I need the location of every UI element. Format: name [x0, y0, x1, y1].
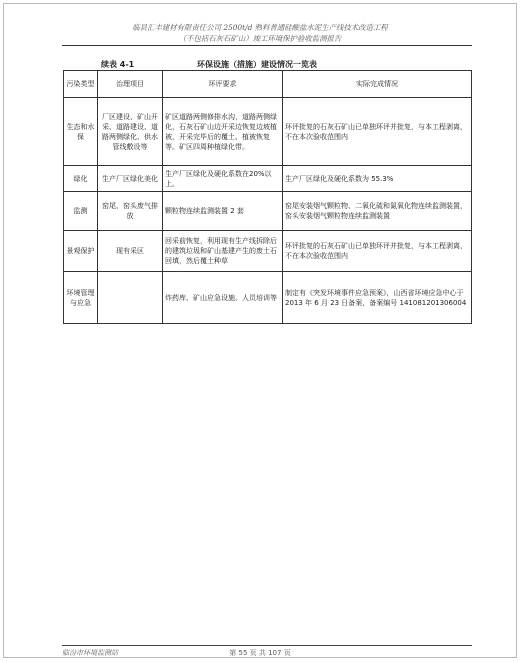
cell-treatment-item: 窑尾、窑头废气排放	[98, 192, 163, 231]
table-row	[64, 98, 472, 166]
cell-actual-completion: 环评批复的石灰石矿山已单独环评并批复，与本工程剥离，不在本次验收范围内	[283, 231, 472, 272]
cell-actual-completion: 窑尾安装烟气颗粒物、二氧化硫和氮氧化物连续监测装置，窑头安装烟气颗粒物连续监测装置	[283, 192, 472, 231]
cell-actual-completion: 生产厂区绿化及硬化系数为 55.3%	[283, 166, 472, 192]
table-header-row	[64, 71, 472, 98]
cell-treatment-item: 厂区建设、矿山开采、道路建设、道路两侧绿化、供水管线敷设等	[98, 98, 163, 166]
header-eia-requirement: 环评要求	[163, 71, 283, 98]
table-row	[64, 192, 472, 231]
report-header-line-2: （不包括石灰石矿山）竣工环境保护验收监测报告	[178, 34, 342, 43]
cell-eia-requirement: 生产厂区绿化及硬化系数在20%以上。	[163, 166, 283, 192]
cell-treatment-item: 生产厂区绿化美化	[98, 166, 163, 192]
cell-actual-completion: 环评批复的石灰石矿山已单独环评并批复，与本工程剥离，不在本次验收范围内	[283, 98, 472, 166]
footer-rule	[62, 645, 472, 646]
table-row	[64, 231, 472, 272]
report-header-line-1: 临县汇丰建材有限责任公司 2500t/d 熟料普通硅酸盐水泥生产线技术改造工程	[132, 23, 388, 32]
header-pollution-type: 污染类型	[64, 71, 98, 98]
cell-eia-requirement: 颗粒物连续监测装置 2 套	[163, 192, 283, 231]
footer-organization: 临汾市环境监测站	[62, 649, 118, 657]
cell-eia-requirement: 炸药库、矿山应急设施、人员培训等	[163, 272, 283, 324]
table-number: 续表 4-1	[101, 60, 135, 69]
environmental-facilities-table	[63, 70, 472, 324]
cell-pollution-type: 景观保护	[64, 231, 98, 272]
header-rule	[62, 45, 472, 46]
cell-treatment-item: 现有采区	[98, 231, 163, 272]
table-row	[64, 166, 472, 192]
cell-eia-requirement: 回采前恢复，利用现有生产线拆除后的建筑垃圾和矿山基建产生的废土石回填，然后覆土种草	[163, 231, 283, 272]
cell-actual-completion: 制定有《突发环境事件应急预案》，山西省环境应急中心于 2013 年 6 月 23 日备案，备案编号 141081201306004	[283, 272, 472, 324]
page-number: 第 55 页 共 107 页	[229, 649, 291, 657]
cell-pollution-type: 监测	[64, 192, 98, 231]
table-title: 环保设施（措施）建设情况一览表	[197, 60, 317, 69]
header-actual-completion: 实际完成情况	[283, 71, 472, 98]
header-treatment-item: 治理项目	[98, 71, 163, 98]
cell-pollution-type: 绿化	[64, 166, 98, 192]
table-row	[64, 272, 472, 324]
cell-pollution-type: 生态和水保	[64, 98, 98, 166]
cell-treatment-item	[98, 272, 163, 324]
cell-pollution-type: 环境管理与应急	[64, 272, 98, 324]
cell-eia-requirement: 矿区道路两侧修排水沟，道路两侧绿化，石灰石矿山边开采边恢复边坡植被，开采完毕后的覆土、植被恢复等。矿区四周种植绿化带。	[163, 98, 283, 166]
